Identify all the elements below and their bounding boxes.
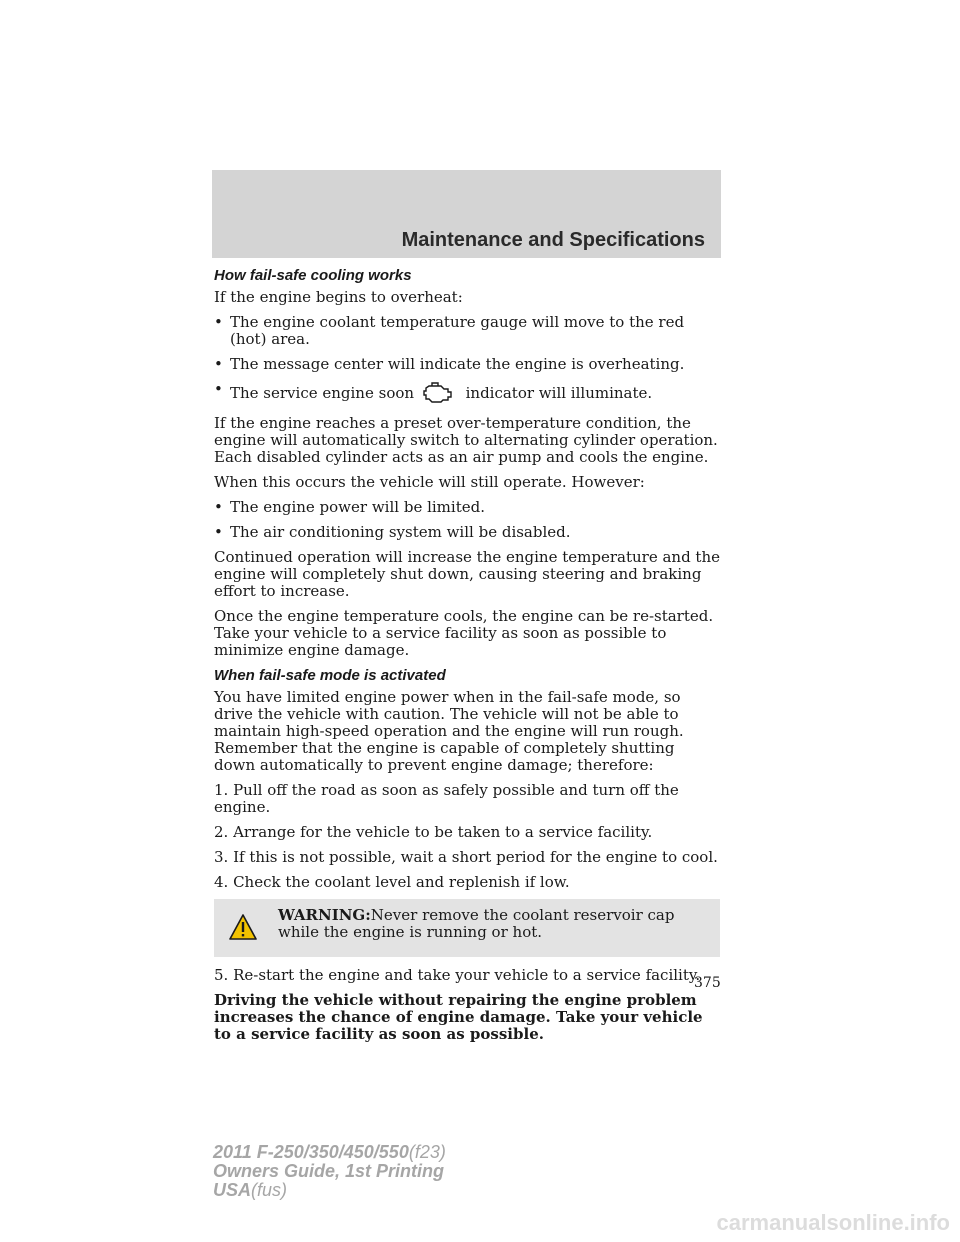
footer-model-code: (f23): [408, 1142, 446, 1162]
step-item: 1. Pull off the road as soon as safely possible and turn off the engine.: [214, 781, 679, 816]
paragraph-continued: Continued operation will increase the engine temperature and the engine will completely shut down, causing steering and braking effort to increase.: [214, 548, 721, 600]
service-bullet-before: The service engine soon: [230, 384, 415, 402]
bullet-dot: •: [214, 355, 223, 373]
document-footer: [213, 1143, 446, 1200]
footer-line-printing: Owners Guide, 1st Printing: [213, 1161, 445, 1181]
overheat-intro: If the engine begins to overheat:: [214, 288, 463, 306]
step-item: 4. Check the coolant level and replenish if low.: [214, 873, 570, 891]
section-header-band: [212, 170, 721, 258]
heading-failsafe-cooling: How fail-safe cooling works: [214, 267, 412, 284]
section-title: Maintenance and Specifications: [401, 229, 705, 251]
bullet-text: The air conditioning system will be disabled.: [230, 523, 571, 541]
footer-line-model: [213, 1143, 446, 1162]
bullet-text: The message center will indicate the engine is overheating.: [230, 355, 685, 373]
step-item: 5. Re-start the engine and take your vehicle to a service facility.: [214, 966, 701, 984]
step-item: 3. If this is not possible, wait a short period for the engine to cool.: [214, 848, 718, 866]
bullet-text: The engine coolant temperature gauge will move to the red (hot) area.: [230, 313, 685, 348]
heading-failsafe-activated: When fail-safe mode is activated: [214, 667, 446, 684]
page-content: [214, 267, 720, 1051]
engine-icon: [423, 381, 453, 407]
paragraph-preset: If the engine reaches a preset over-temperature condition, the engine will automatically switch to alternating cylinder operation. Each disabled cylinder acts as an air pump and cools the engine.: [214, 414, 718, 466]
bullet-dot: •: [214, 313, 223, 331]
list-item: [214, 381, 720, 407]
footer-model: 2011 F-250/350/450/550: [213, 1142, 409, 1162]
warning-box: [214, 899, 720, 957]
page-number: 375: [694, 975, 721, 991]
paragraph-limited: You have limited engine power when in the fail-safe mode, so drive the vehicle with caution. The vehicle will not be able to maintain high-speed operation and the engine will run rough. Remember that the engine is capable of completely shutting down automatically to prevent engine damage; therefore:: [214, 688, 684, 774]
paragraph-cools: Once the engine temperature cools, the engine can be re-started. Take your vehicle to a service facility as soon as possible to minimize engine damage.: [214, 607, 714, 659]
bullet-dot: •: [214, 380, 223, 398]
bullet-text: [230, 381, 720, 407]
list-item: [214, 356, 720, 373]
bullet-text: The engine power will be limited.: [230, 498, 485, 516]
service-bullet-after: indicator will illuminate.: [465, 384, 653, 402]
bullet-dot: •: [214, 498, 223, 516]
watermark: carmanualsonline.info: [716, 1210, 950, 1235]
warning-text-block: [278, 907, 710, 941]
footer-region: USA: [213, 1180, 252, 1200]
footer-line-region: [213, 1181, 446, 1200]
step-item: 2. Arrange for the vehicle to be taken to a service facility.: [214, 823, 653, 841]
paragraph-still-operate: When this occurs the vehicle will still operate. However:: [214, 473, 645, 491]
paragraph-final-warning: Driving the vehicle without repairing the engine problem increases the chance of engine damage. Take your vehicle to a service facility as soon as possible.: [214, 991, 703, 1043]
warning-text: Never remove the coolant reservoir cap while the engine is running or hot.: [278, 906, 675, 941]
bullet-dot: •: [214, 523, 223, 541]
list-item: [214, 314, 720, 348]
footer-region-code: (fus): [251, 1180, 288, 1200]
list-item: [214, 524, 720, 541]
list-item: [214, 499, 720, 516]
warning-triangle-icon: [228, 913, 258, 941]
warning-label: WARNING:: [278, 906, 371, 924]
